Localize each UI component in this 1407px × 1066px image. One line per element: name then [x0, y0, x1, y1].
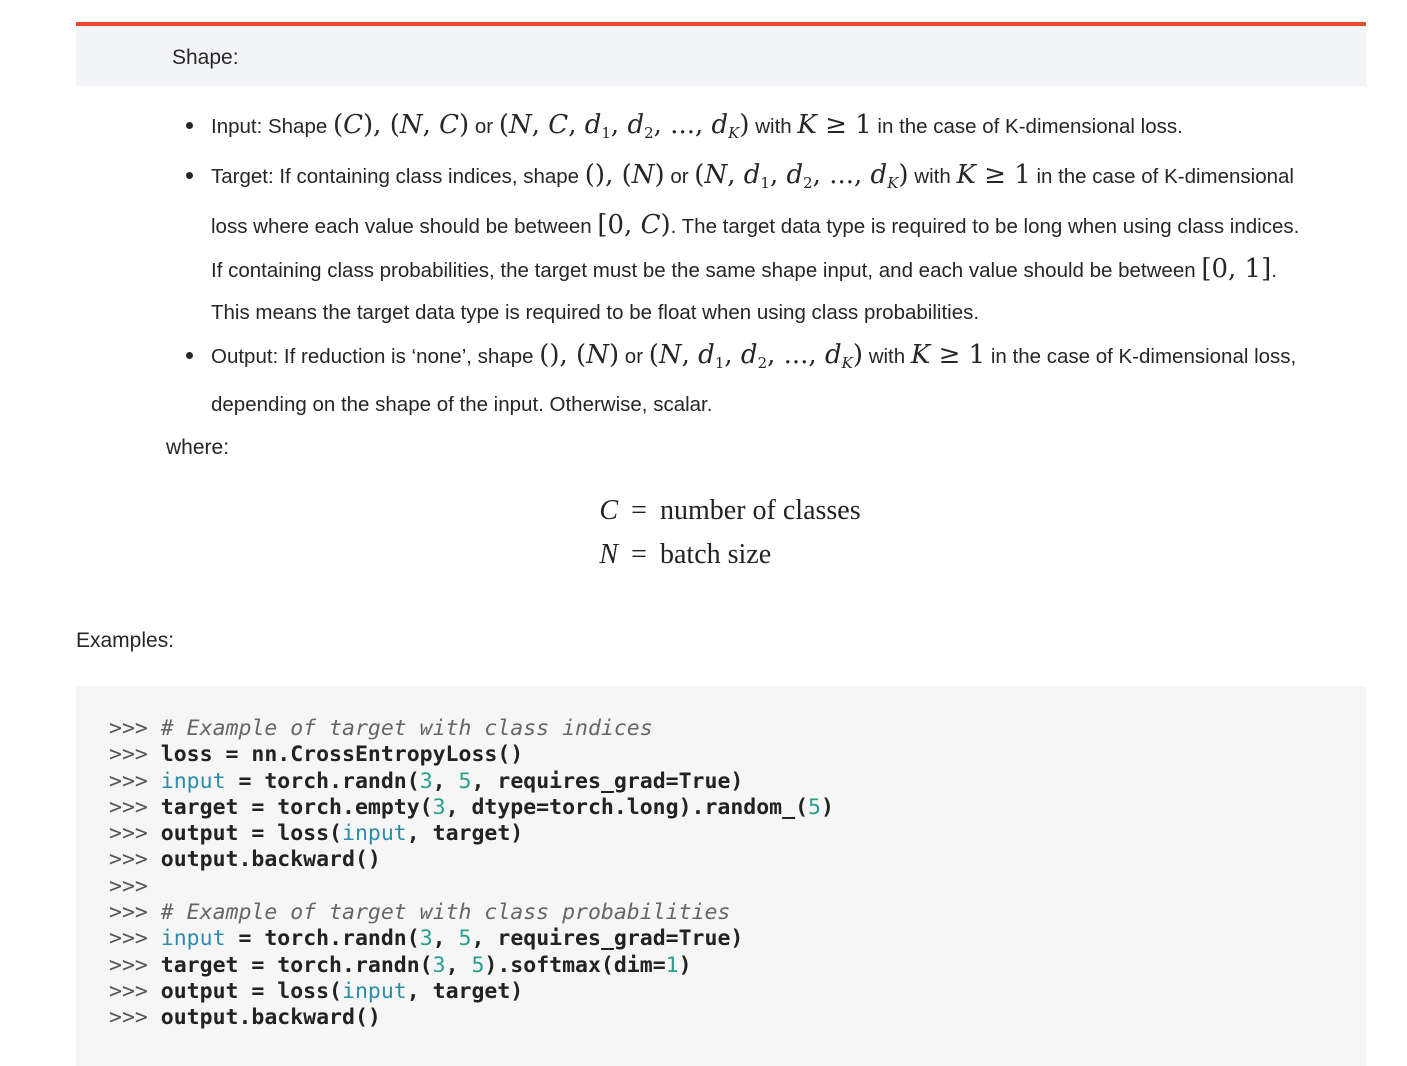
code-line: >>> loss = nn.CrossEntropyLoss() [109, 742, 524, 768]
code-line: >>> # Example of target with class probabilities [109, 900, 731, 926]
equation-batch: N = batch size [599, 539, 772, 570]
shape-title: Shape: [172, 46, 239, 69]
code-line: >>> input = torch.randn(3, 5, requires_grad=True) [109, 768, 744, 794]
output-shape-item: Output: If reduction is ‘none’, shape (), (N) or (N, $d_1$, $d_2$, ..., dK) with K ≥ 1 in the case of K-dimensional loss, depending on the shape of the input. Otherwise, scalar. [211, 334, 1361, 426]
code-content[interactable] [109, 716, 834, 1032]
code-line: >>> # Example of target with class indices [109, 716, 653, 741]
code-line: >>> [109, 873, 148, 899]
bullet-dot [186, 172, 193, 179]
target-shape-item: Target: If containing class indices, shape (), (N) or (N, $d_1$, $d_2$, ..., dK) with K ≥ 1 in the case of K-dimensional loss where each value should be between [0, C). The target data type is required to be long when using class indices. If containing class probabilities, the target must be the same shape input, and each value should be between [0, 1]. This means the target data type is required to be float when using class probabilities. [211, 154, 1361, 334]
bullet-dot [186, 352, 193, 359]
shape-bullet-list [211, 104, 1361, 426]
code-line: >>> output = loss(input, target) [109, 978, 524, 1004]
code-line: >>> output = loss(input, target) [109, 821, 524, 847]
equation-classes: C = number of classes [599, 495, 861, 526]
code-line: >>> target = torch.randn(3, 5).softmax(dim=1) [109, 952, 692, 978]
input-shape-item: Input: Shape (C), (N, C) or (N, C, $d_1$, $d_2$, ..., dK) with K ≥ 1 in the case of K-dimensional loss. [211, 104, 1361, 154]
shape-header-box [76, 22, 1366, 86]
examples-label: Examples: [76, 629, 175, 652]
code-block[interactable] [76, 686, 1366, 1066]
bullet-dot [186, 122, 193, 129]
where-label: where: [166, 436, 230, 459]
code-line: >>> target = torch.empty(3, dtype=torch.long).random_(5) [109, 794, 834, 820]
code-line: >>> input = torch.randn(3, 5, requires_grad=True) [109, 926, 744, 952]
code-line: >>> output.backward() [109, 847, 381, 873]
code-line: >>> output.backward() [109, 1005, 381, 1031]
